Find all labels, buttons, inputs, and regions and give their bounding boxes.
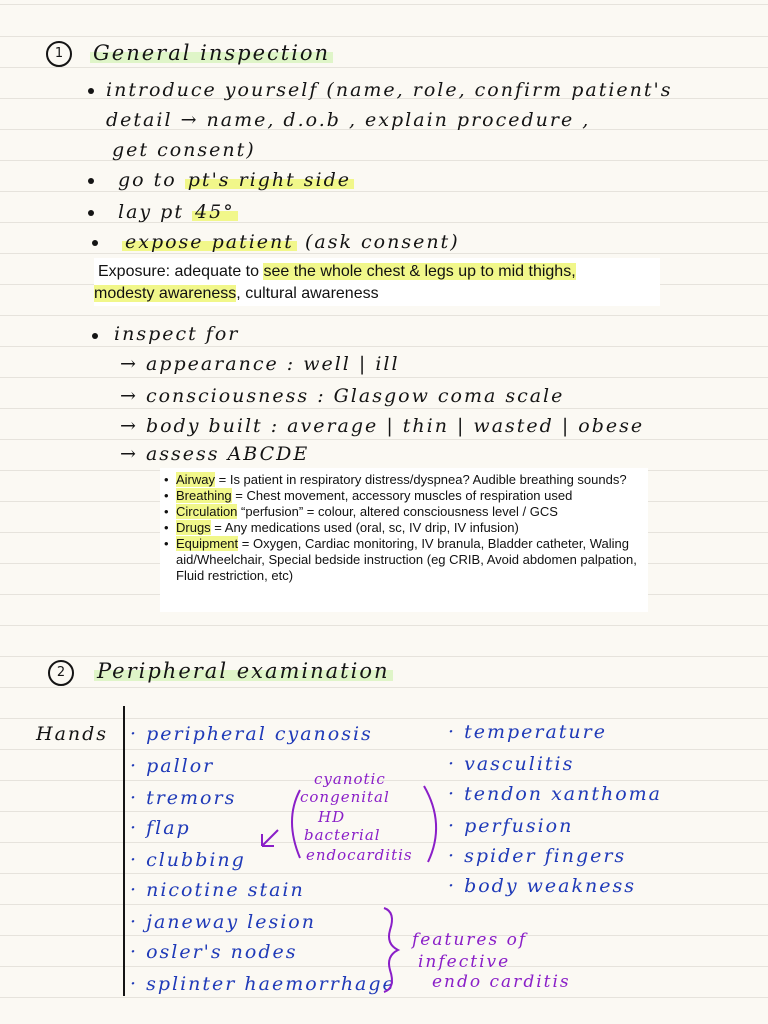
hands-item-peripheral-cyanosis: · peripheral cyanosis bbox=[130, 723, 373, 745]
section-title-peripheral-examination: Peripheral examination bbox=[94, 659, 393, 683]
go-to-line: go to pt's right side bbox=[118, 168, 354, 192]
note-features-of: features of bbox=[412, 930, 528, 950]
section-title-general-inspection: General inspection bbox=[90, 41, 333, 65]
intro-line-3: get consent) bbox=[112, 139, 256, 161]
abcde-circulation: • Circulation “perfusion” = colour, altered consciousness level / GCS bbox=[176, 504, 648, 520]
hands-item-pallor: · pallor bbox=[130, 755, 215, 777]
abcde-airway: • Airway = Is patient in respiratory distress/dyspnea? Audible breathing sounds? bbox=[176, 472, 648, 488]
hands-item-body-weakness: · body weakness bbox=[448, 875, 636, 897]
hands-label: Hands bbox=[36, 723, 109, 745]
lay-pt-line: lay pt 45° bbox=[118, 200, 238, 224]
hands-item-vasculitis: · vasculitis bbox=[448, 753, 575, 775]
hands-item-spider-fingers: · spider fingers bbox=[448, 845, 627, 867]
note-endocarditis-features: endo carditis bbox=[432, 972, 571, 992]
intro-line-2: detail → name, d.o.b , explain procedure , bbox=[106, 109, 591, 131]
bracket-left-paren bbox=[292, 790, 300, 858]
hands-item-nicotine-stain: · nicotine stain bbox=[130, 879, 305, 901]
hands-item-janeway-lesion: · janeway lesion bbox=[130, 911, 316, 933]
expose-line: expose patient (ask consent) bbox=[122, 230, 460, 254]
hands-item-perfusion: · perfusion bbox=[448, 815, 574, 837]
hands-item-tremors: · tremors bbox=[130, 787, 237, 809]
arrow-consciousness: → consciousness : Glasgow coma scale bbox=[120, 385, 565, 407]
hands-item-splinter-haemorrhage: · splinter haemorrhage bbox=[130, 973, 396, 995]
note-congenital: congenital bbox=[300, 788, 390, 806]
inspect-for-line: inspect for bbox=[114, 323, 240, 345]
section-number-2: 2 bbox=[48, 660, 74, 686]
hands-item-clubbing: · clubbing bbox=[130, 849, 246, 871]
note-cyanotic: cyanotic bbox=[314, 770, 386, 788]
curly-brace bbox=[384, 908, 398, 992]
section-number-1: 1 bbox=[46, 41, 72, 67]
note-hd: HD bbox=[318, 808, 346, 826]
arrow-appearance: → appearance : well | ill bbox=[120, 353, 400, 375]
abcde-drugs: • Drugs = Any medications used (oral, sc, IV drip, IV infusion) bbox=[176, 520, 648, 536]
pointer-arrow bbox=[262, 830, 278, 846]
note-endocarditis: endocarditis bbox=[306, 846, 413, 864]
intro-line-1: introduce yourself (name, role, confirm patient's bbox=[106, 79, 673, 101]
hands-item-oslers-nodes: · osler's nodes bbox=[130, 941, 298, 963]
arrow-assess-abcde: → assess ABCDE bbox=[120, 443, 310, 465]
abcde-equipment: • Equipment = Oxygen, Cardiac monitoring, IV branula, Bladder catheter, Waling aid/Wheelchair, Special bedside instruction (eg CRIB, Avoid abdomen palpation, Fluid restriction, etc) bbox=[176, 536, 648, 584]
note-bacterial: bacterial bbox=[304, 826, 381, 844]
hands-item-temperature: · temperature bbox=[448, 721, 607, 743]
arrow-body-built: → body built : average | thin | wasted | obese bbox=[120, 415, 645, 437]
hands-item-flap: · flap bbox=[130, 817, 191, 839]
exposure-line-2: modesty awareness, cultural awareness bbox=[94, 285, 379, 302]
bracket-right-paren bbox=[424, 786, 436, 862]
note-infective: infective bbox=[418, 952, 511, 972]
exposure-line-1: Exposure: adequate to see the whole chest & legs up to mid thighs, bbox=[98, 263, 576, 280]
hands-item-tendon-xanthoma: · tendon xanthoma bbox=[448, 783, 663, 805]
abcde-breathing: • Breathing = Chest movement, accessory muscles of respiration used bbox=[176, 488, 648, 504]
